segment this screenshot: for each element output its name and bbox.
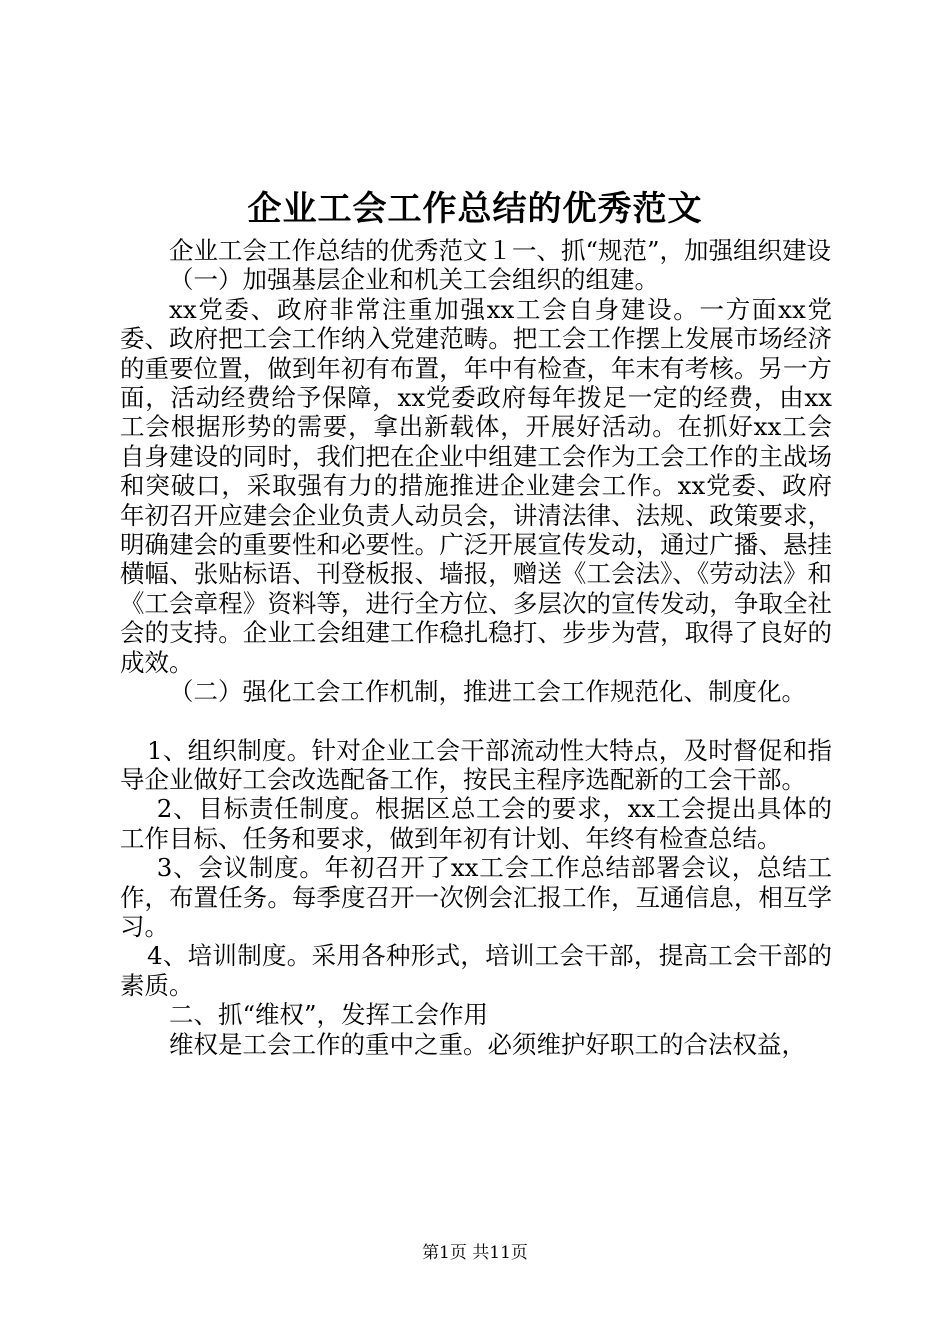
paragraph-section-1-1-body: xx党委、政府非常注重加强xx工会自身建设。一方面xx党委、政府把工会工作纳入党建范畴。把工会工作摆上发展市场经济的重要位置，做到年初有布置，年中有检查，年末有考核。另一方面，活动经费给予保障，xx党委政府每年拨足一定的经费，由xx工会根据形势的需要，拿出新载体，开展好活动。在抓好xx工会自身建设的同时，我们把在企业中组建工会作为工会工作的主战场和突破口，采取强有力的措施推进企业建会工作。xx党委、政府年初召开应建会企业负责人动员会，讲清法律、法规、政策要求，明确建会的重要性和必要性。广泛开展宣传发动，通过广播、悬挂横幅、张贴标语、刊登板报、墙报，赠送《工会法》、《劳动法》和《工会章程》资料等，进行全方位、多层次的宣传发动，争取全社会的支持。企业工会组建工作稳扎稳打、步步为营，取得了良好的成效。 (120, 294, 832, 677)
paragraph-section-1-1-heading: （一）加强基层企业和机关工会组织的组建。 (169, 265, 659, 295)
document-title: 企业工会工作总结的优秀范文 (247, 189, 703, 229)
paragraph-item-1: 1、组织制度。针对企业工会干部流动性大特点，及时督促和指导企业做好工会改选配备工作，按民主程序选配新的工会干部。 (120, 735, 832, 794)
paragraph-item-3: 3、会议制度。年初召开了xx工会工作总结部署会议，总结工作，布置任务。每季度召开一次例会汇报工作，互通信息，相互学习。 (120, 853, 832, 941)
paragraph-item-2: 2、目标责任制度。根据区总工会的要求，xx工会提出具体的工作目标、任务和要求，做到年初有计划、年终有检查总结。 (120, 794, 832, 853)
page-number-footer: 第1页 共11页 (422, 1243, 528, 1263)
document-body (120, 236, 832, 1059)
paragraph-item-4: 4、培训制度。采用各种形式，培训工会干部，提高工会干部的素质。 (120, 941, 832, 1000)
paragraph-intro: 企业工会工作总结的优秀范文１一、抓“规范”，加强组织建设 (169, 236, 832, 265)
paragraph-section-2-body: 维权是工会工作的重中之重。必须维护好职工的合法权益， (169, 1029, 806, 1059)
paragraph-section-2-heading: 二、抓“维权”，发挥工会作用 (169, 1000, 489, 1030)
paragraph-section-1-2-heading: （二）强化工会工作机制，推进工会工作规范化、制度化。 (169, 677, 806, 707)
